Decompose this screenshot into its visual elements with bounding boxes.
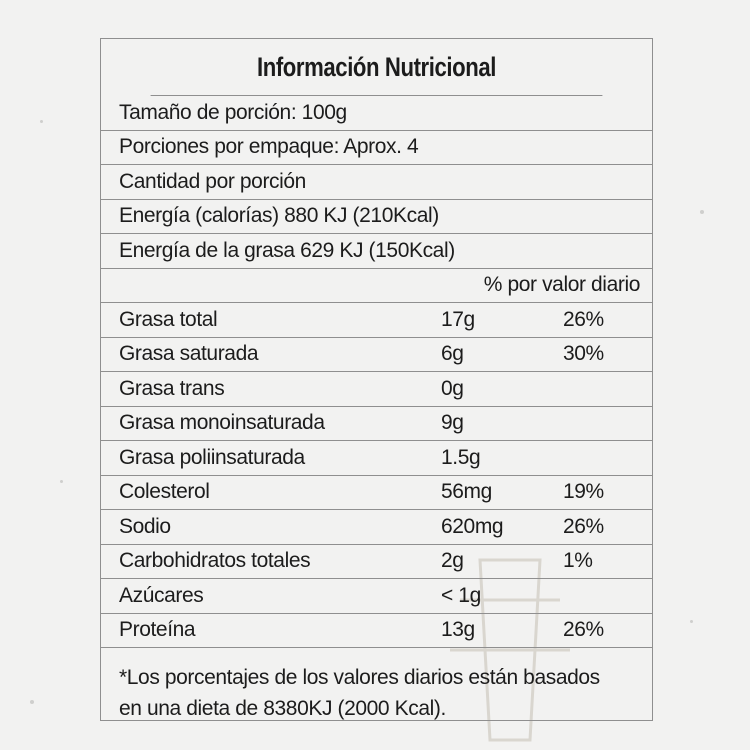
footnote-line: *Los porcentajes de los valores diarios están basados bbox=[119, 666, 600, 689]
nutrient-qty: 0g bbox=[441, 376, 464, 400]
nutrient-name: Proteína bbox=[119, 618, 196, 642]
nutrient-qty: 56mg bbox=[441, 480, 492, 504]
energy-row bbox=[101, 200, 652, 235]
nutrient-pct: 26% bbox=[563, 307, 604, 331]
nutrient-name: Azúcares bbox=[119, 583, 204, 607]
nutrient-pct: 30% bbox=[563, 342, 604, 366]
background-speck bbox=[700, 210, 704, 214]
nutrient-name: Sodio bbox=[119, 514, 171, 538]
nutrient-row bbox=[101, 407, 652, 442]
nutrient-row bbox=[101, 579, 652, 614]
label-title: Información Nutricional bbox=[151, 39, 603, 96]
nutrient-name: Grasa poliinsaturada bbox=[119, 445, 305, 469]
nutrient-qty: 1.5g bbox=[441, 445, 481, 469]
nutrient-row bbox=[101, 476, 652, 511]
nutrient-row bbox=[101, 614, 652, 649]
nutrient-qty: 2g bbox=[441, 549, 464, 573]
nutrient-name: Colesterol bbox=[119, 480, 210, 504]
nutrient-pct: 26% bbox=[563, 514, 604, 538]
servings-per-package: Porciones por empaque: Aprox. 4 bbox=[119, 135, 419, 159]
footnote-line: en una dieta de 8380KJ (2000 Kcal). bbox=[119, 697, 446, 720]
nutrient-qty: < 1g bbox=[441, 583, 481, 607]
nutrient-qty: 620mg bbox=[441, 514, 504, 538]
nutrient-name: Grasa total bbox=[119, 307, 218, 331]
daily-value-header: % por valor diario bbox=[483, 273, 640, 297]
background-speck bbox=[30, 700, 34, 704]
background-speck bbox=[40, 120, 43, 123]
serving-size-row bbox=[101, 96, 652, 131]
background-speck bbox=[690, 620, 693, 623]
footnote bbox=[101, 648, 652, 724]
nutrient-row bbox=[101, 510, 652, 545]
amount-per-serving: Cantidad por porción bbox=[119, 169, 306, 193]
nutrient-pct: 1% bbox=[563, 549, 593, 573]
nutrient-row bbox=[101, 441, 652, 476]
nutrient-qty: 9g bbox=[441, 411, 464, 435]
nutrient-name: Carbohidratos totales bbox=[119, 549, 311, 573]
energy: Energía (calorías) 880 KJ (210Kcal) bbox=[119, 204, 439, 228]
nutrient-row bbox=[101, 303, 652, 338]
nutrient-pct: 26% bbox=[563, 618, 604, 642]
nutrient-name: Grasa saturada bbox=[119, 342, 259, 366]
serving-size: Tamaño de porción: 100g bbox=[119, 100, 347, 124]
nutrient-qty: 13g bbox=[441, 618, 475, 642]
background-speck bbox=[60, 480, 63, 483]
energy-fat: Energía de la grasa 629 KJ (150Kcal) bbox=[119, 238, 455, 262]
nutrition-label bbox=[100, 38, 653, 721]
servings-per-package-row bbox=[101, 131, 652, 166]
amount-per-serving-row bbox=[101, 165, 652, 200]
nutrient-row bbox=[101, 338, 652, 373]
nutrient-row bbox=[101, 545, 652, 580]
energy-fat-row bbox=[101, 234, 652, 269]
nutrient-pct: 19% bbox=[563, 480, 604, 504]
nutrient-row bbox=[101, 372, 652, 407]
daily-value-header-row bbox=[101, 269, 652, 304]
nutrient-qty: 6g bbox=[441, 342, 464, 366]
nutrient-qty: 17g bbox=[441, 307, 475, 331]
nutrient-name: Grasa trans bbox=[119, 376, 225, 400]
nutrient-name: Grasa monoinsaturada bbox=[119, 411, 325, 435]
